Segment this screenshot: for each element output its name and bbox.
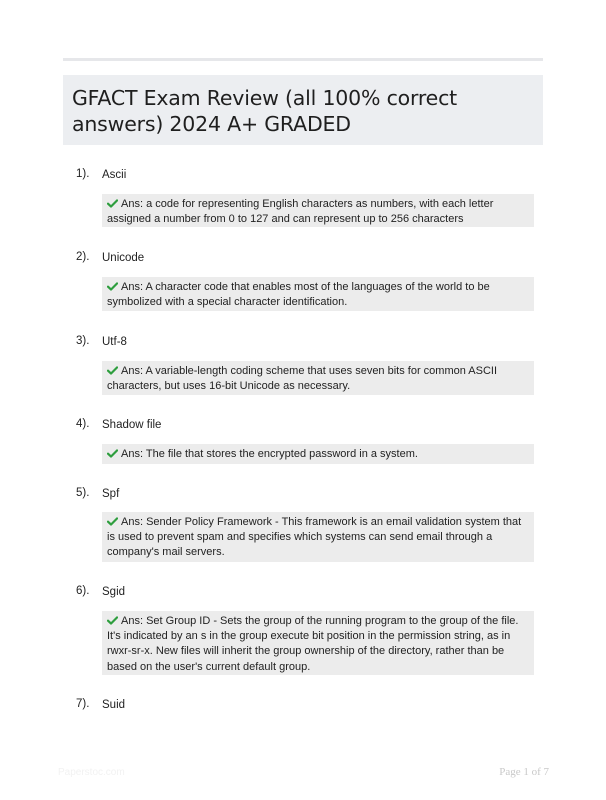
question-term: Unicode [102,252,145,264]
question-term: Spf [102,488,120,500]
question-number: 1). [76,168,90,180]
answer-text: Ans: A character code that enables most of the languages of the world to be symbolized with a special character identification. [107,281,490,309]
answer-text: Ans: Set Group ID - Sets the group of the running program to the group of the file. It's indicated by an s in the group execute bit position in the permission string, as in rwxr-sr-x. New files will inherit the group ownership of the directory, rather than be based on the user's current default group. [107,615,519,673]
answer-text: Ans: a code for representing English characters as numbers, with each letter assigned a number from 0 to 127 and can represent up to 256 characters [107,198,494,226]
question-term: Sgid [102,586,126,598]
check-icon [107,199,118,208]
check-icon [107,282,118,291]
answer-box [102,277,534,311]
question-term: Shadow file [102,419,162,431]
question-number: 4). [76,418,90,430]
check-icon [107,366,118,375]
question-term: Utf-8 [102,336,127,348]
answer-box [102,194,534,227]
answer-box [102,611,534,675]
page-number: Page 1 of 7 [499,766,549,778]
question-number: 3). [76,335,90,347]
answer-text: Ans: A variable-length coding scheme that uses seven bits for common ASCII characters, but uses 16-bit Unicode as necessary. [107,365,498,393]
question-number: 6). [76,585,90,597]
answer-text: Ans: The file that stores the encrypted password in a system. [121,448,418,460]
check-icon [107,449,118,458]
check-icon [107,517,118,526]
top-divider [63,58,543,61]
answer-box [102,512,534,562]
title-banner [63,75,543,145]
question-number: 2). [76,251,90,263]
page-title: GFACT Exam Review (all 100% correct answers) 2024 A+ GRADED [72,86,457,136]
question-term: Ascii [102,169,127,181]
question-number: 5). [76,487,90,499]
answer-box [102,361,534,395]
answer-text: Ans: Sender Policy Framework - This framework is an email validation system that is used to prevent spam and specifies which systems can send email through a company's mail servers. [107,516,522,559]
question-number: 7). [76,698,90,710]
answer-box [102,444,534,464]
question-term: Suid [102,699,126,711]
check-icon [107,616,118,625]
footer-site-watermark: Paperstoc.com [58,767,125,778]
